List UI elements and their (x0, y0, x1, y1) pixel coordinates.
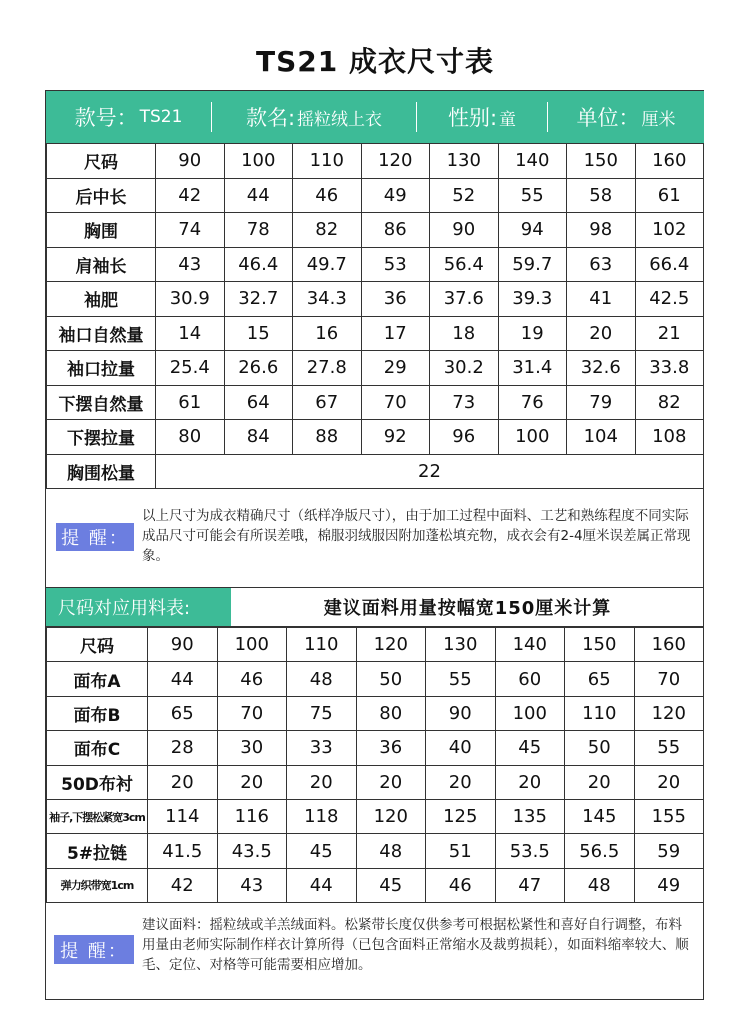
table-cell: 140 (495, 628, 565, 662)
table-cell: 65 (565, 662, 635, 696)
row-label: 尺码 (47, 144, 156, 179)
table-cell: 78 (224, 213, 293, 248)
table-cell: 43 (156, 247, 225, 282)
table-cell: 58 (567, 178, 636, 213)
table-cell: 42 (148, 868, 218, 902)
table-cell: 53.5 (495, 834, 565, 868)
table-cell: 36 (356, 731, 426, 765)
table-cell: 27.8 (293, 351, 362, 386)
table-row (47, 454, 704, 489)
table-cell: 48 (356, 834, 426, 868)
table-cell: 52 (430, 178, 499, 213)
table-cell: 100 (224, 144, 293, 179)
row-label: 袖口自然量 (47, 316, 156, 351)
row-label: 5#拉链 (47, 834, 148, 868)
table-row (47, 351, 704, 386)
table-cell: 100 (217, 628, 287, 662)
table-row (47, 420, 704, 455)
table-cell: 20 (426, 765, 496, 799)
table-row (47, 696, 704, 730)
table-cell: 90 (148, 628, 218, 662)
fabric-section-label: 尺码对应用料表: (46, 588, 231, 626)
table-cell: 49.7 (293, 247, 362, 282)
table-cell: 43 (217, 868, 287, 902)
style-number (46, 91, 211, 143)
table-cell: 79 (567, 385, 636, 420)
reminder-badge: 提 醒： (54, 935, 134, 964)
table-cell: 120 (356, 628, 426, 662)
table-cell: 88 (293, 420, 362, 455)
table-cell: 130 (430, 144, 499, 179)
table-cell: 20 (495, 765, 565, 799)
table-cell: 64 (224, 385, 293, 420)
table-cell: 90 (156, 144, 225, 179)
style-name (212, 91, 416, 143)
table-cell: 20 (565, 765, 635, 799)
table-cell: 63 (567, 247, 636, 282)
table-row (47, 628, 704, 662)
table-cell: 49 (634, 868, 704, 902)
table-cell: 48 (565, 868, 635, 902)
table-cell: 46 (217, 662, 287, 696)
style-name-label: 款名: (245, 106, 296, 130)
table-cell: 20 (217, 765, 287, 799)
table-cell: 102 (635, 213, 704, 248)
unit (548, 91, 704, 143)
table-cell: 33 (287, 731, 357, 765)
table-row (47, 799, 704, 833)
table-cell: 49 (361, 178, 430, 213)
table-cell: 55 (426, 662, 496, 696)
table-cell: 50 (356, 662, 426, 696)
table-cell: 20 (287, 765, 357, 799)
table-cell: 15 (224, 316, 293, 351)
table-cell: 50 (565, 731, 635, 765)
table-cell: 61 (156, 385, 225, 420)
table-cell: 31.4 (498, 351, 567, 386)
table-cell: 80 (356, 696, 426, 730)
table-cell: 56.5 (565, 834, 635, 868)
table-cell: 145 (565, 799, 635, 833)
table-cell: 70 (361, 385, 430, 420)
table-cell: 41.5 (148, 834, 218, 868)
table-cell: 74 (156, 213, 225, 248)
table-cell: 19 (498, 316, 567, 351)
fabric-table (46, 627, 704, 903)
table-cell: 150 (565, 628, 635, 662)
page-title: TS21 成衣尺寸表 (256, 45, 494, 78)
table-cell: 75 (287, 696, 357, 730)
table-cell: 30.9 (156, 282, 225, 317)
row-label: 50D布衬 (47, 765, 148, 799)
table-cell: 25.4 (156, 351, 225, 386)
table-cell: 100 (495, 696, 565, 730)
table-row (47, 282, 704, 317)
table-cell: 114 (148, 799, 218, 833)
table-cell: 59 (634, 834, 704, 868)
table-cell: 104 (567, 420, 636, 455)
table-cell: 45 (287, 834, 357, 868)
style-number-label: 款号： (74, 106, 138, 130)
table-cell: 33.8 (635, 351, 704, 386)
table-cell: 46.4 (224, 247, 293, 282)
table-cell: 26.6 (224, 351, 293, 386)
table-cell: 32.7 (224, 282, 293, 317)
table-cell: 76 (498, 385, 567, 420)
reminder-text: 以上尺寸为成衣精确尺寸（纸样净版尺寸），由于加工过程中面料、工艺和熟练程度不同实际成品尺寸可能会有所误差哦，棉服羽绒服因附加蓬松填充物，成衣会有2-4厘米误差属正常现象。 (142, 508, 691, 564)
table-row (47, 662, 704, 696)
reminder-badge: 提 醒： (56, 523, 134, 551)
table-cell: 155 (634, 799, 704, 833)
reminder-text: 建议面料：摇粒绒或羊羔绒面料。松紧带长度仅供参考可根据松紧性和喜好自行调整，布料用量由老师实际制作样衣计算所得（已包含面料正常缩水及裁剪损耗），如面料缩率较大、顺毛、定位、对格等可能需要相应增加。 (142, 917, 689, 973)
table-cell: 46 (426, 868, 496, 902)
table-cell: 61 (635, 178, 704, 213)
table-cell: 36 (361, 282, 430, 317)
table-row (47, 765, 704, 799)
table-cell: 37.6 (430, 282, 499, 317)
table-cell: 29 (361, 351, 430, 386)
row-label: 面布A (47, 662, 148, 696)
table-cell: 82 (635, 385, 704, 420)
table-cell: 28 (148, 731, 218, 765)
style-name-value: 摇粒绒上衣 (297, 109, 383, 130)
table-cell: 116 (217, 799, 287, 833)
table-cell: 55 (634, 731, 704, 765)
unit-label: 单位： (576, 106, 640, 130)
table-cell: 86 (361, 213, 430, 248)
table-cell: 42.5 (635, 282, 704, 317)
table-cell: 110 (565, 696, 635, 730)
table-cell: 45 (495, 731, 565, 765)
fabric-section-header (46, 587, 704, 627)
table-cell: 82 (293, 213, 362, 248)
table-cell: 45 (356, 868, 426, 902)
table-cell: 51 (426, 834, 496, 868)
table-cell: 94 (498, 213, 567, 248)
table-row (47, 213, 704, 248)
table-cell: 160 (635, 144, 704, 179)
table-row (47, 247, 704, 282)
table-cell: 17 (361, 316, 430, 351)
table-cell: 20 (148, 765, 218, 799)
table-cell: 46 (293, 178, 362, 213)
row-label: 胸围松量 (47, 454, 156, 489)
table-cell: 60 (495, 662, 565, 696)
table-row (47, 731, 704, 765)
table-cell: 14 (156, 316, 225, 351)
table-row (47, 178, 704, 213)
table-cell: 120 (361, 144, 430, 179)
table-cell: 80 (156, 420, 225, 455)
table-cell: 47 (495, 868, 565, 902)
table-cell: 73 (430, 385, 499, 420)
row-label: 下摆拉量 (47, 420, 156, 455)
row-label: 弹力织带宽1cm (47, 868, 148, 902)
table-cell: 120 (356, 799, 426, 833)
table-cell: 42 (156, 178, 225, 213)
style-number-value: TS21 (139, 107, 183, 127)
row-label: 下摆自然量 (47, 385, 156, 420)
table-cell: 125 (426, 799, 496, 833)
table-cell: 118 (287, 799, 357, 833)
table-cell: 65 (148, 696, 218, 730)
table-cell: 108 (635, 420, 704, 455)
table-cell: 20 (356, 765, 426, 799)
table-cell: 56.4 (430, 247, 499, 282)
table-cell: 90 (430, 213, 499, 248)
table-cell: 34.3 (293, 282, 362, 317)
reminder-box-2 (46, 895, 704, 999)
table-row (47, 316, 704, 351)
reminder-box-1 (46, 488, 704, 587)
chest-ease-value: 22 (156, 454, 704, 489)
table-cell: 41 (567, 282, 636, 317)
table-cell: 96 (430, 420, 499, 455)
gender-label: 性别: (447, 106, 498, 130)
row-label: 后中长 (47, 178, 156, 213)
row-label: 胸围 (47, 213, 156, 248)
table-cell: 160 (634, 628, 704, 662)
table-cell: 100 (498, 420, 567, 455)
table-cell: 30 (217, 731, 287, 765)
table-row (47, 385, 704, 420)
table-cell: 130 (426, 628, 496, 662)
row-label: 袖肥 (47, 282, 156, 317)
table-cell: 150 (567, 144, 636, 179)
table-cell: 32.6 (567, 351, 636, 386)
table-cell: 135 (495, 799, 565, 833)
table-row (47, 144, 704, 179)
size-table (46, 143, 704, 489)
table-cell: 44 (224, 178, 293, 213)
table-cell: 48 (287, 662, 357, 696)
header-bar (46, 91, 704, 143)
table-cell: 66.4 (635, 247, 704, 282)
table-cell: 44 (287, 868, 357, 902)
table-cell: 84 (224, 420, 293, 455)
table-cell: 16 (293, 316, 362, 351)
table-cell: 70 (634, 662, 704, 696)
table-cell: 43.5 (217, 834, 287, 868)
gender (417, 91, 547, 143)
table-cell: 20 (567, 316, 636, 351)
row-label: 袖口拉量 (47, 351, 156, 386)
gender-value: 童 (499, 109, 517, 130)
row-label: 肩袖长 (47, 247, 156, 282)
table-cell: 18 (430, 316, 499, 351)
table-cell: 110 (293, 144, 362, 179)
table-cell: 30.2 (430, 351, 499, 386)
table-cell: 90 (426, 696, 496, 730)
table-cell: 53 (361, 247, 430, 282)
fabric-width-note: 建议面料用量按幅宽150厘米计算 (323, 598, 612, 619)
table-cell: 110 (287, 628, 357, 662)
table-row (47, 834, 704, 868)
row-label: 袖子,下摆松紧宽3cm (47, 799, 148, 833)
table-cell: 140 (498, 144, 567, 179)
table-cell: 39.3 (498, 282, 567, 317)
table-cell: 59.7 (498, 247, 567, 282)
table-cell: 98 (567, 213, 636, 248)
row-label: 尺码 (47, 628, 148, 662)
table-cell: 92 (361, 420, 430, 455)
table-cell: 55 (498, 178, 567, 213)
table-cell: 70 (217, 696, 287, 730)
table-cell: 20 (634, 765, 704, 799)
table-cell: 21 (635, 316, 704, 351)
row-label: 面布C (47, 731, 148, 765)
table-cell: 40 (426, 731, 496, 765)
unit-value: 厘米 (641, 109, 676, 130)
table-cell: 44 (148, 662, 218, 696)
table-cell: 67 (293, 385, 362, 420)
table-cell: 120 (634, 696, 704, 730)
row-label: 面布B (47, 696, 148, 730)
